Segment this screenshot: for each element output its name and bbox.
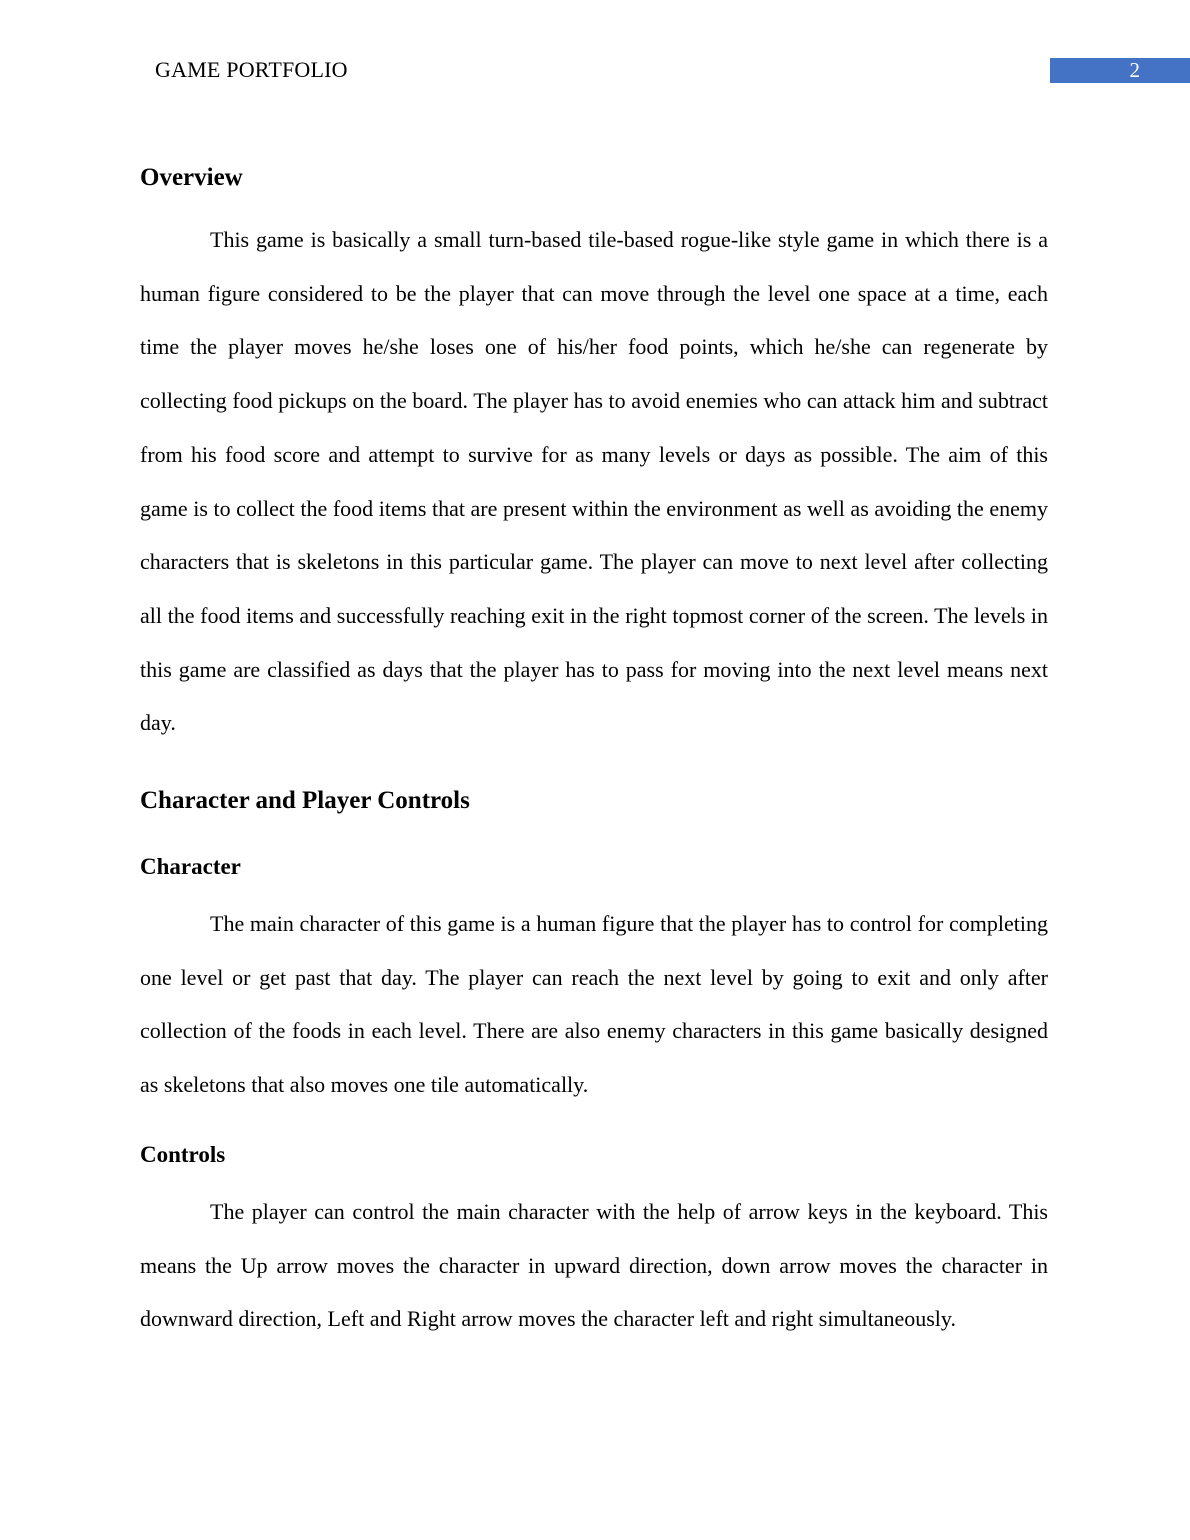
character-controls-heading: Character and Player Controls <box>140 787 470 814</box>
character-heading: Character <box>140 854 241 879</box>
character-paragraph: The main character of this game is a human figure that the player has to control for completing one level or get past that day. The player can reach the next level by going to exit and only after collection of the foods in each level. There are also enemy characters in this game basically designed as skeletons that also moves one tile automatically. <box>140 911 1048 1098</box>
page-number: 2 <box>1129 58 1140 82</box>
controls-heading: Controls <box>140 1142 226 1167</box>
running-head: GAME PORTFOLIO <box>155 57 348 82</box>
page-number-box <box>1050 58 1190 83</box>
overview-heading: Overview <box>140 164 243 191</box>
controls-paragraph: The player can control the main character with the help of arrow keys in the keyboard. This means the Up arrow moves the character in upward direction, down arrow moves the character in downward direction, Left and Right arrow moves the character left and right simultaneously. <box>140 1199 1048 1332</box>
overview-paragraph: This game is basically a small turn-based tile-based rogue-like style game in which there is a human figure considered to be the player that can move through the level one space at a time, each time the player moves he/she loses one of his/her food points, which he/she can regenerate by collecting food pickups on the board. The player has to avoid enemies who can attack him and subtract from his food score and attempt to survive for as many levels or days as possible. The aim of this game is to collect the food items that are present within the environment as well as avoiding the enemy characters that is skeletons in this particular game. The player can move to next level after collecting all the food items and successfully reaching exit in the right topmost corner of the screen. The levels in this game are classified as days that the player has to pass for moving into the next level means next day. <box>140 227 1048 736</box>
